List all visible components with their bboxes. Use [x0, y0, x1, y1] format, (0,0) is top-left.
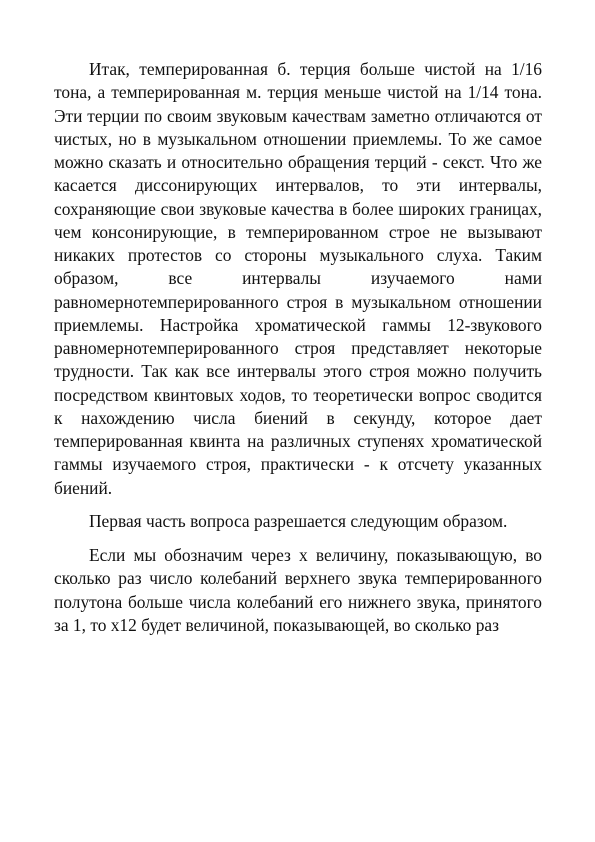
- paragraph-semitone-ratio: Если мы обозначим через x величину, показывающую, во сколько раз число колебаний верхнего звука темперированного полутона больше числа колебаний его нижнего звука, принятого за 1, то x12 будет величиной, показывающей, во сколько раз: [54, 545, 542, 635]
- paragraph-first-part: Первая часть вопроса разрешается следующим образом.: [89, 510, 508, 531]
- paragraph-tempered-intervals: Итак, темперированная б. терция больше чистой на 1/16 тона, а темперированная м. терция меньше чистой на 1/14 тона. Эти терции по своим звуковым качествам заметно отличаются от чистых, но в музыкальном отношении приемлемы. То же самое можно сказать и относительно обращения терций - секст. Что же касается диссонирующих интервалов, то эти интервалы, сохраняющие свои звуковые качества в более широких границах, чем консонирующие, в темперированном строе не вызывают никаких протестов со стороны музыкального слуха. Таким образом, все интервалы изучаемого нами равномернотемперированного строя в музыкальном отношении приемлемы. Настройка хроматической гаммы 12-звукового равномернотемперированного строя представляет некоторые трудности. Так как все интервалы этого строя можно получить посредством квинтовых ходов, то теоретически вопрос сводится к нахождению числа биений в секунду, которое дает темперированная квинта на различных ступенях хроматической гаммы изучаемого строя, практически - к отсчету указанных биений.: [54, 59, 542, 498]
- body-text: [54, 58, 542, 637]
